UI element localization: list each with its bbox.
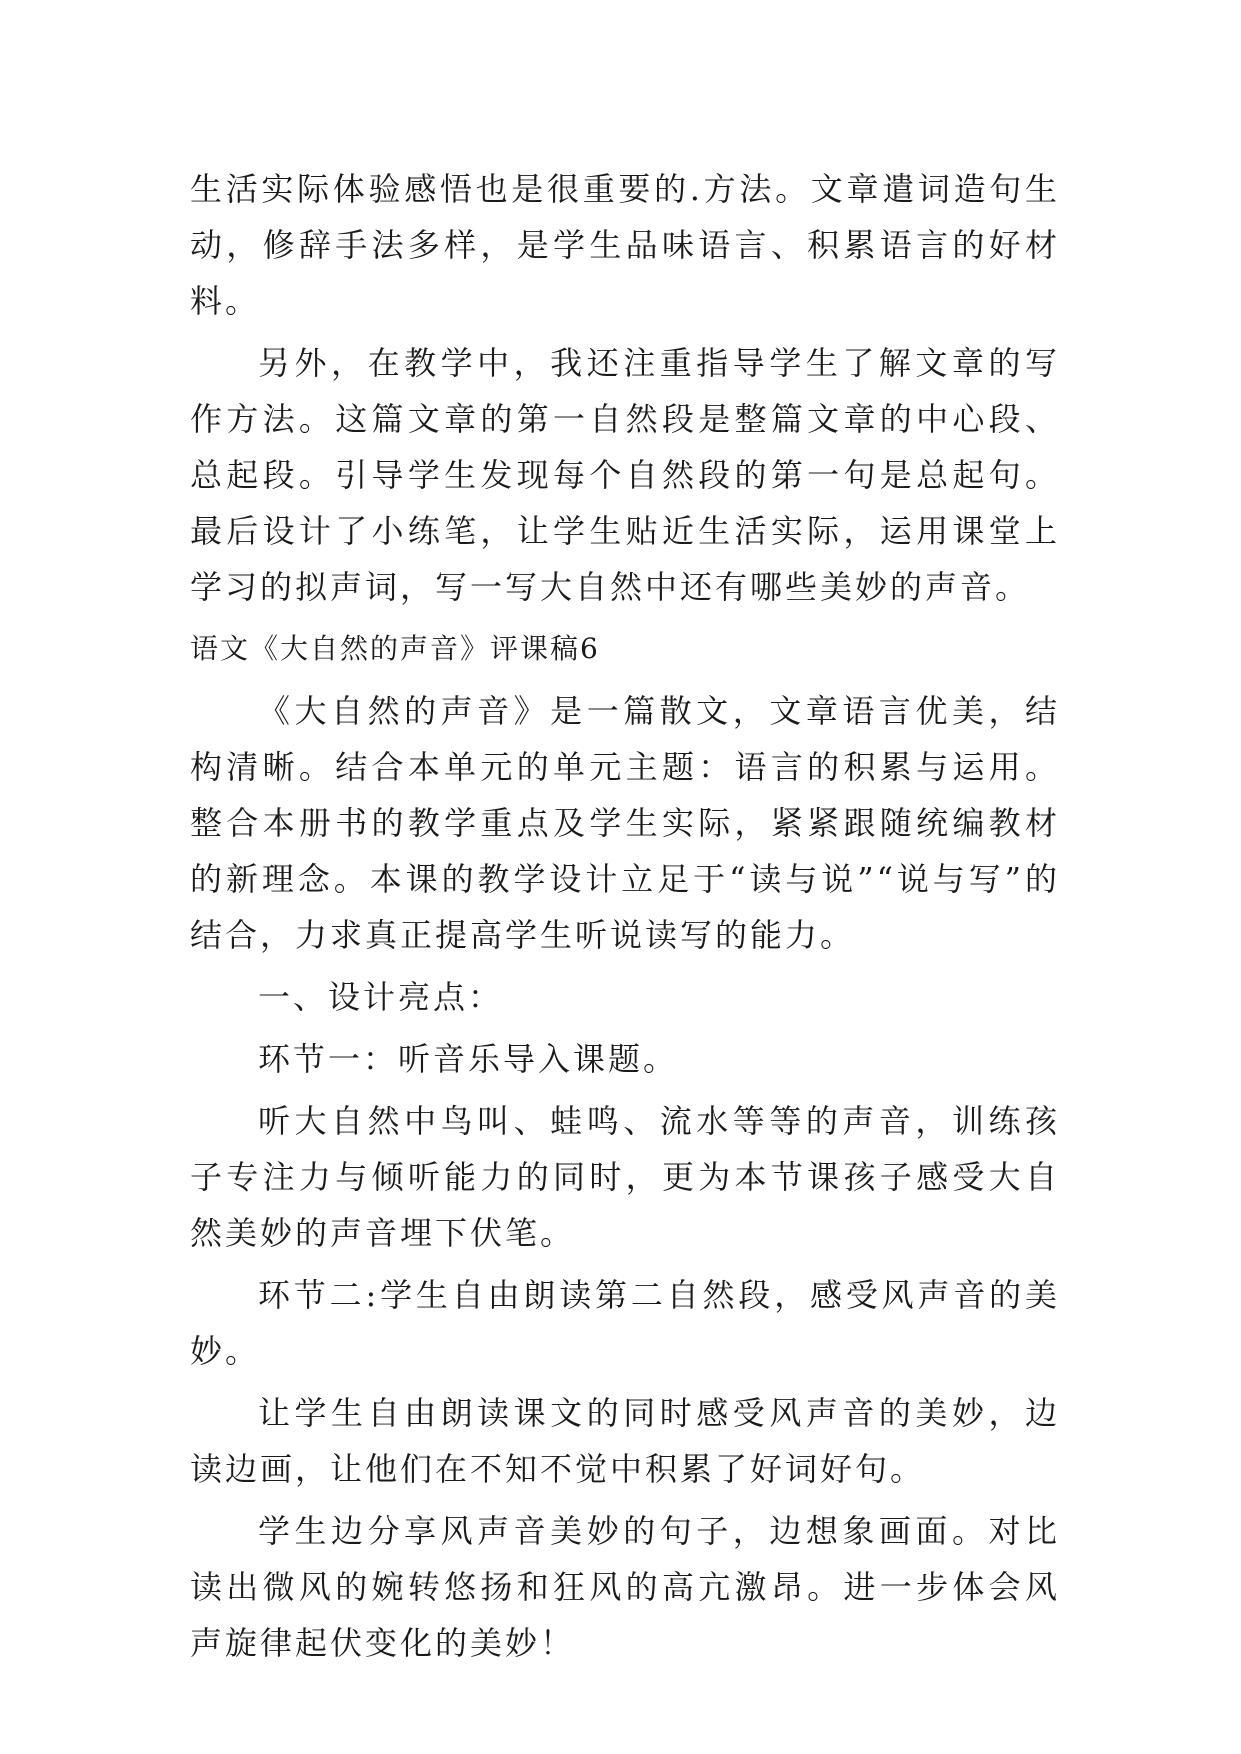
section-paragraph-1: 《大自然的声音》是一篇散文，文章语言优美，结构清晰。结合本单元的单元主题：语言的积累与运用。整合本册书的教学重点及学生实际，紧紧跟随统编教材的新理念。本课的教学设计立足于“读与说”“说与写”的结合，力求真正提高学生听说读写的能力。 — [190, 692, 1060, 954]
document-body — [190, 161, 1060, 1677]
section-paragraph-5: 环节二:学生自由朗读第二自然段，感受风声音的美妙。 — [190, 1276, 1060, 1370]
section-paragraph-6: 让学生自由朗读课文的同时感受风声音的美妙，边读边画，让他们在不知不觉中积累了好词好句。 — [190, 1394, 1060, 1488]
section-title: 语文《大自然的声音》评课稿6 — [190, 632, 600, 665]
section-paragraph-3: 环节一：听音乐导入课题。 — [258, 1040, 679, 1078]
section-paragraph-2: 一、设计亮点： — [258, 978, 504, 1016]
section-paragraph-4: 听大自然中鸟叫、蛙鸣、流水等等的声音，训练孩子专注力与倾听能力的同时，更为本节课孩子感受大自然美妙的声音埋下伏笔。 — [190, 1102, 1060, 1252]
paragraph-2: 另外，在教学中，我还注重指导学生了解文章的写作方法。这篇文章的第一自然段是整篇文章的中心段、总起段。引导学生发现每个自然段的第一句是总起句。最后设计了小练笔，让学生贴近生活实际，运用课堂上学习的拟声词，写一写大自然中还有哪些美妙的声音。 — [190, 344, 1060, 606]
paragraph-1: 生活实际体验感悟也是很重要的.方法。文章遣词造句生动，修辞手法多样，是学生品味语言、积累语言的好材料。 — [190, 170, 1060, 320]
section-paragraph-7: 学生边分享风声音美妙的句子，边想象画面。对比读出微风的婉转悠扬和狂风的高亢激昂。进一步体会风声旋律起伏变化的美妙！ — [190, 1512, 1060, 1662]
